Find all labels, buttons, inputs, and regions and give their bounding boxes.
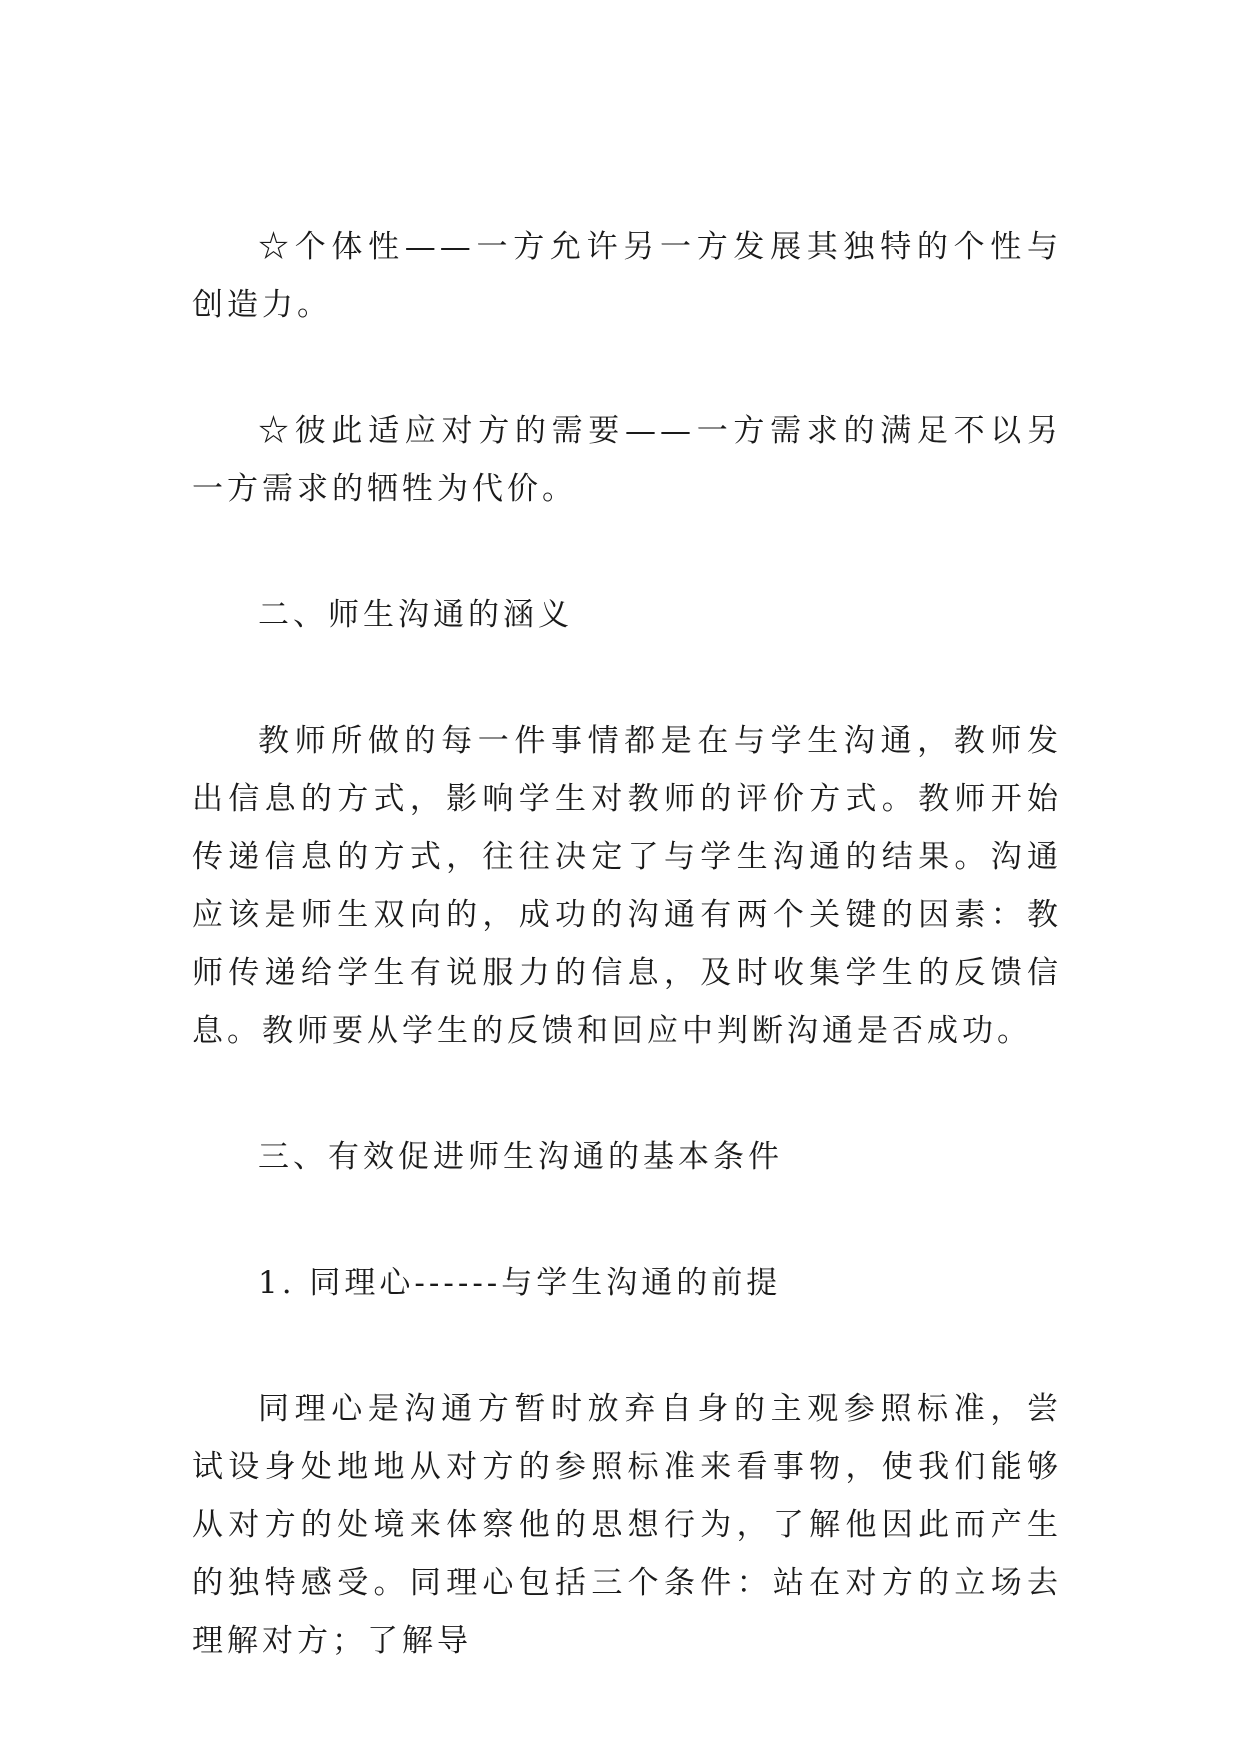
paragraph-mutual-needs: ☆彼此适应对方的需要——一方需求的满足不以另一方需求的牺牲为代价。 bbox=[192, 413, 1062, 507]
paragraph-individuality: ☆个体性——一方允许另一方发展其独特的个性与创造力。 bbox=[192, 229, 1062, 323]
paragraph-empathy: 同理心是沟通方暂时放弃自身的主观参照标准，尝试设身处地地从对方的参照标准来看事物，使我们能够从对方的处境来体察他的思想行为，了解他因此而产生的独特感受。同理心包括三个条件：站在对方的立场去理解对方；了解导 bbox=[192, 1391, 1062, 1659]
section-heading-meaning: 二、师生沟通的涵义 bbox=[258, 597, 573, 633]
document-body bbox=[192, 218, 1062, 1670]
subheading-empathy: 1. 同理心------与学生沟通的前提 bbox=[258, 1265, 782, 1301]
section-heading-conditions: 三、有效促进师生沟通的基本条件 bbox=[258, 1139, 783, 1175]
paragraph-communication-meaning: 教师所做的每一件事情都是在与学生沟通，教师发出信息的方式，影响学生对教师的评价方式。教师开始传递信息的方式，往往决定了与学生沟通的结果。沟通应该是师生双向的，成功的沟通有两个关键的因素：教师传递给学生有说服力的信息，及时收集学生的反馈信息。教师要从学生的反馈和回应中判断沟通是否成功。 bbox=[192, 723, 1062, 1049]
